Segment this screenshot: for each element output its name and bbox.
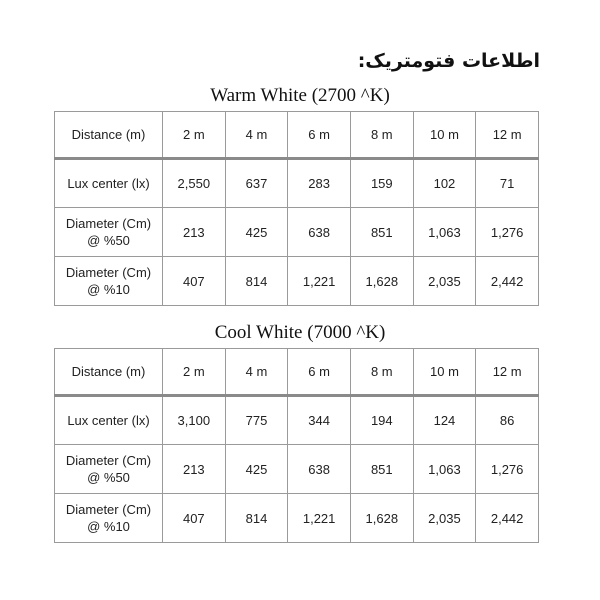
header-cell: 2 m [163,112,226,159]
table-cell: 71 [476,159,539,208]
warm-white-table [54,111,539,306]
table-cell: 1,628 [350,494,413,543]
table-row [55,396,539,445]
cool-white-title: Cool White (7000 ^K) [214,322,386,343]
header-cell: 2 m [163,349,226,396]
table-cell: 194 [350,396,413,445]
table-cell: 1,063 [413,208,476,257]
table-cell: 407 [163,494,226,543]
table-cell: 775 [225,396,288,445]
table-cell: 2,442 [476,494,539,543]
table-cell: 425 [225,445,288,494]
row-label-cell: Diameter (Cm) @ %10 [55,257,163,306]
table-row [55,445,539,494]
photometric-info-heading: اطلاعات فتومتریک: [357,50,540,72]
table-cell: 86 [476,396,539,445]
table-header-row [55,349,539,396]
table-cell: 213 [163,445,226,494]
table-cell: 2,035 [413,494,476,543]
table-cell: 344 [288,396,351,445]
table-cell: 851 [350,208,413,257]
row-label-cell: Lux center (lx) [55,396,163,445]
table-cell: 2,035 [413,257,476,306]
table-header-row [55,112,539,159]
row-label-cell: Diameter (Cm) @ %50 [55,445,163,494]
table-cell: 102 [413,159,476,208]
table-cell: 407 [163,257,226,306]
table-cell: 2,442 [476,257,539,306]
table-cell: 638 [288,208,351,257]
header-cell: 8 m [350,112,413,159]
header-cell: 6 m [288,349,351,396]
warm-white-title: Warm White (2700 ^K) [210,85,390,106]
table-row [55,159,539,208]
header-cell: Distance (m) [55,349,163,396]
cool-white-table [54,348,539,543]
header-cell: 12 m [476,112,539,159]
table-cell: 1,276 [476,445,539,494]
table-cell: 213 [163,208,226,257]
table-cell: 3,100 [163,396,226,445]
header-cell: 4 m [225,349,288,396]
header-cell: 12 m [476,349,539,396]
table-cell: 159 [350,159,413,208]
table-cell: 1,063 [413,445,476,494]
table-cell: 1,221 [288,494,351,543]
table-cell: 1,221 [288,257,351,306]
header-cell: 6 m [288,112,351,159]
table-cell: 851 [350,445,413,494]
table-row [55,208,539,257]
header-cell: 4 m [225,112,288,159]
row-label-cell: Diameter (Cm) @ %50 [55,208,163,257]
table-cell: 638 [288,445,351,494]
row-label-cell: Lux center (lx) [55,159,163,208]
row-label-cell: Diameter (Cm) @ %10 [55,494,163,543]
header-cell: 10 m [413,112,476,159]
table-cell: 124 [413,396,476,445]
table-cell: 1,628 [350,257,413,306]
table-row [55,257,539,306]
header-cell: 8 m [350,349,413,396]
table-cell: 425 [225,208,288,257]
table-cell: 814 [225,494,288,543]
header-cell: 10 m [413,349,476,396]
table-cell: 283 [288,159,351,208]
table-cell: 2,550 [163,159,226,208]
table-cell: 637 [225,159,288,208]
table-cell: 1,276 [476,208,539,257]
table-row [55,494,539,543]
header-cell: Distance (m) [55,112,163,159]
table-cell: 814 [225,257,288,306]
